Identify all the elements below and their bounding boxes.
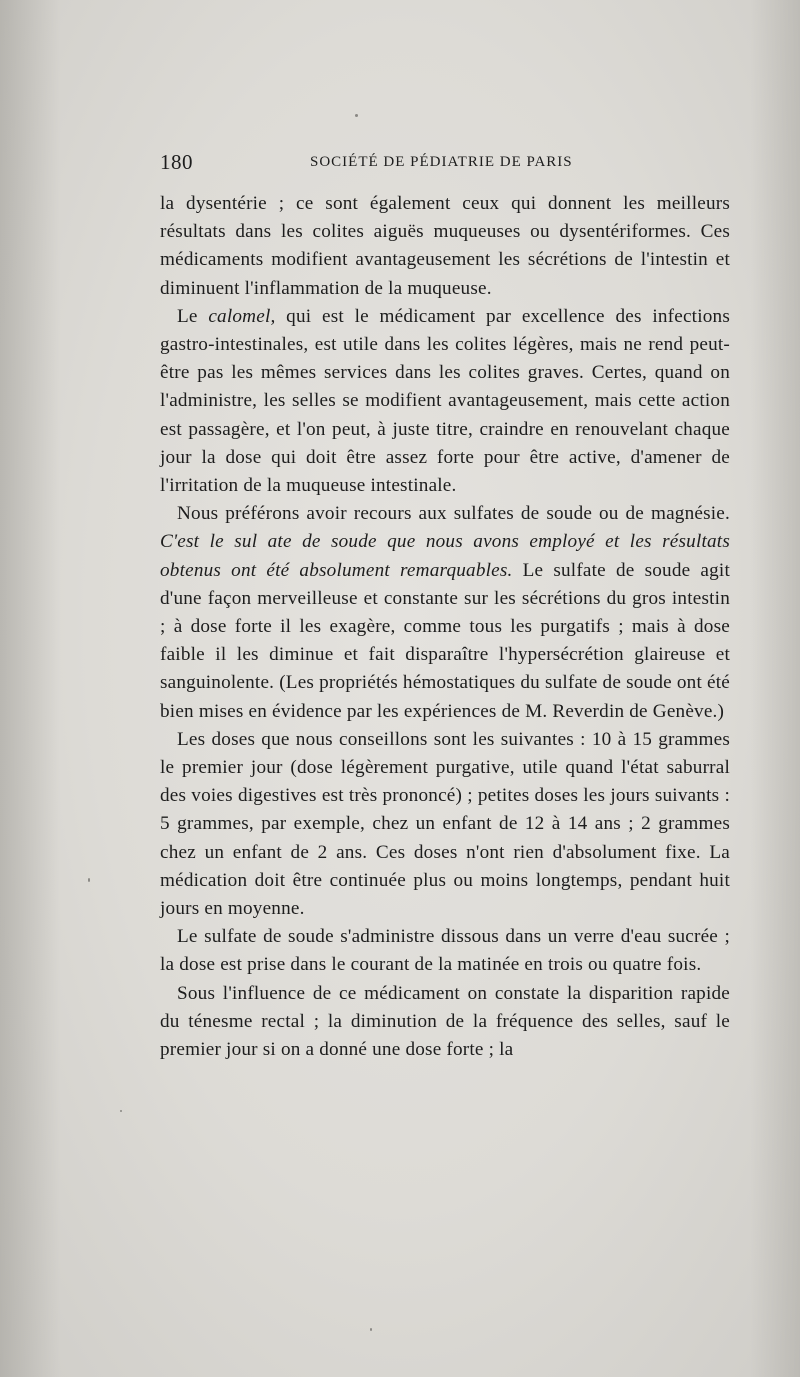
paper-speck [120, 1110, 122, 1112]
page-number: 180 [160, 150, 193, 174]
body-text [160, 190, 730, 1064]
paragraph-text: Les doses que nous conseillons sont les suivantes : 10 à 15 grammes le premier jour (dose légèrement purgative, utile quand l'état saburral des voies digestives est très prononcé) ; petites doses les jours suivants : 5 grammes, par exemple, chez un enfant de 12 à 14 ans ; 2 grammes chez un enfant de 2 ans. Ces doses n'ont rien d'absolument fixe. La médication doit être continuée plus ou moins longtemps, pendant huit jours en moyenne. [160, 728, 730, 920]
paragraph-4 [160, 726, 730, 923]
page-header [160, 150, 730, 180]
paragraph-text-pre: Nous préférons avoir recours aux sulfates de soude ou de magnésie. [177, 503, 730, 525]
paper-speck [88, 878, 90, 882]
paragraph-text-post: qui est le médicament par excellence des infections gastro-intestinales, est utile dans les colites légères, mais ne rend peut-être pas les mêmes services dans les colites graves. Certes, quand on l'administre, les selles se modifient avantageusement, mais cette action est passagère, et l'on peut, à juste titre, craindre en renouvelant chaque jour la dose qui doit être assez forte pour être active, d'amener de l'irritation de la muqueuse intestinale. [160, 305, 731, 497]
page-shadow-left [0, 0, 60, 1377]
paragraph-text-italic: calomel, [208, 305, 276, 327]
paragraph-1 [160, 190, 730, 303]
paper-speck [355, 114, 358, 117]
paragraph-text: Le sulfate de soude s'administre dissous dans un verre d'eau sucrée ; la dose est prise dans le courant de la matinée en trois ou quatre fois. [160, 926, 730, 976]
paragraph-text: Sous l'influence de ce médicament on constate la disparition rapide du ténesme rectal ; la diminution de la fréquence des selles, sauf le premier jour si on a donné une dose forte ; la [160, 982, 730, 1061]
paragraph-3 [160, 500, 730, 726]
paragraph-2 [160, 303, 730, 500]
paragraph-text: la dysentérie ; ce sont également ceux qui donnent les meilleurs résultats dans les colites aiguës muqueuses ou dysentériformes. Ces médicaments modifient avantageusement les sécrétions de l'intestin et diminuent l'inflammation de la muqueuse. [160, 193, 730, 299]
running-head: SOCIÉTÉ DE PÉDIATRIE DE PARIS [310, 154, 573, 170]
paper-speck [370, 1328, 372, 1331]
paragraph-6 [160, 980, 730, 1065]
paragraph-5 [160, 923, 730, 979]
paragraph-text-post: Le sulfate de soude agit d'une façon merveilleuse et constante sur les sécrétions du gros intestin ; à dose forte il les exagère, comme tous les purgatifs ; mais à dose faible il les diminue et fait disparaître l'hypersécrétion glaireuse et sanguinolente. (Les propriétés hémostatiques du sulfate de soude ont été bien mises en évidence par les expériences de M. Reverdin de Genève.) [160, 559, 730, 722]
paragraph-text-italic: C'est le sul ate de soude que nous avons employé et les résultats obtenus ont été absolument remarquables. [160, 531, 730, 581]
page-shadow-right [750, 0, 800, 1377]
paragraph-text-pre: Le [177, 305, 209, 327]
